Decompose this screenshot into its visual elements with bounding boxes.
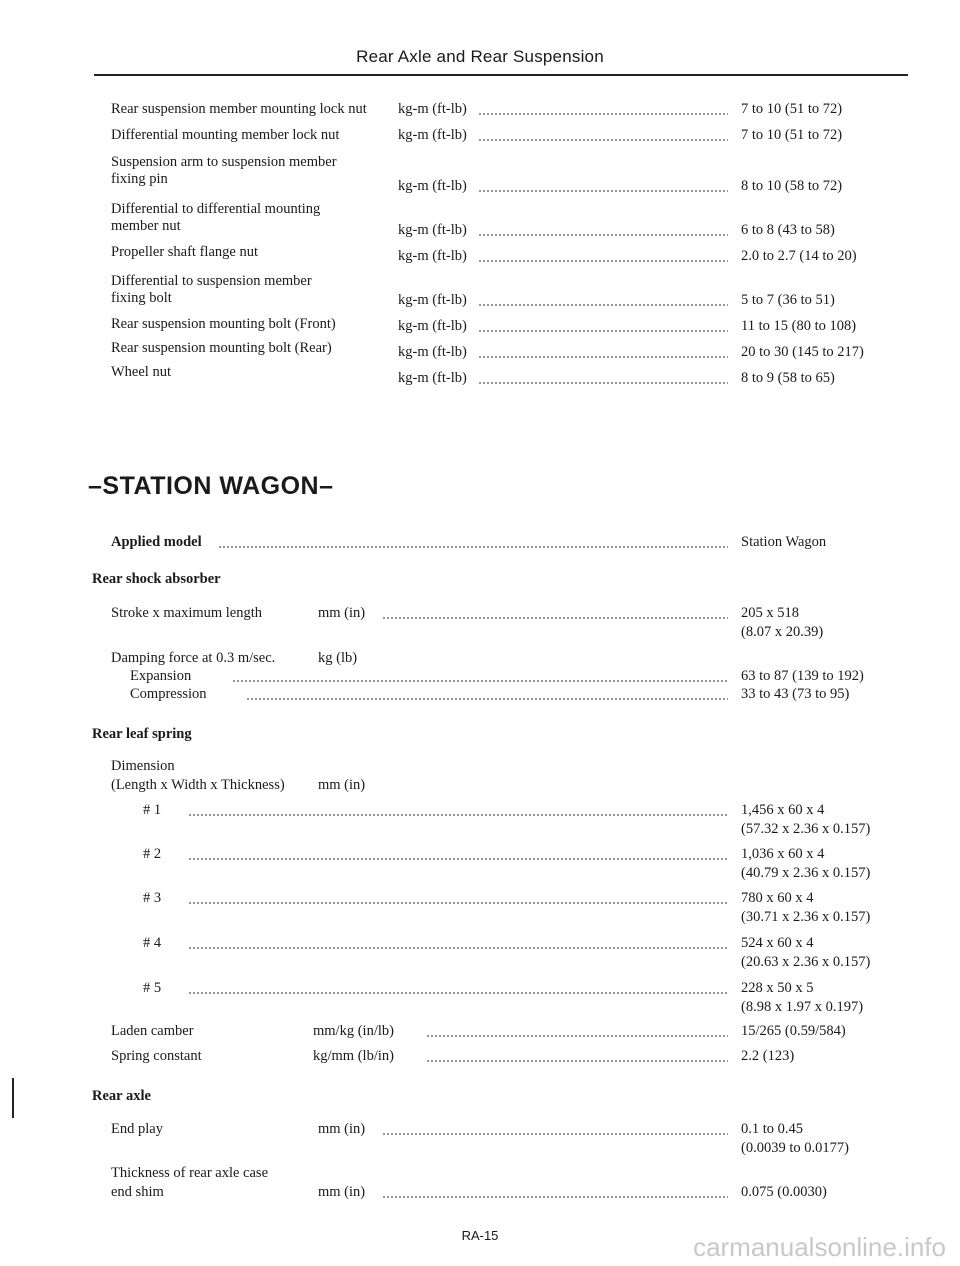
dot-leader [426,1035,728,1037]
dot-leader [478,113,728,115]
spring-label: Spring constant [111,1048,202,1064]
torque-label: Rear suspension mounting bolt (Front) [111,316,336,332]
compression-value: 33 to 43 (73 to 95) [741,686,850,702]
torque-label: Wheel nut [111,364,171,380]
torque-label: Rear suspension member mounting lock nut [111,101,367,117]
leaf-value: 524 x 60 x 4 [741,935,814,951]
torque-label: Differential mounting member lock nut [111,127,340,143]
torque-unit: kg-m (ft-lb) [398,101,467,117]
shock-title: Rear shock absorber [92,571,221,587]
torque-value: 11 to 15 (80 to 108) [741,318,857,334]
leaf-number: # 1 [143,802,162,818]
end-play-unit: mm (in) [318,1121,366,1137]
shim-unit: mm (in) [318,1184,366,1200]
section-heading: –STATION WAGON– [88,472,334,500]
torque-unit: kg-m (ft-lb) [398,292,467,308]
torque-label-cont: member nut [111,218,181,234]
dot-leader [382,1196,728,1198]
leaf-value-in: (20.63 x 2.36 x 0.157) [741,954,871,970]
torque-label-cont: fixing pin [111,171,168,187]
dot-leader [426,1060,728,1062]
torque-label-cont: fixing bolt [111,290,172,306]
stroke-label: Stroke x maximum length [111,605,263,621]
leaf-number: # 4 [143,935,162,951]
applied-model-label: Applied model [111,534,202,550]
dot-leader [478,304,728,306]
end-play-label: End play [111,1121,163,1137]
torque-value: 5 to 7 (36 to 51) [741,292,835,308]
torque-unit: kg-m (ft-lb) [398,178,467,194]
dot-leader [382,1133,728,1135]
torque-value: 7 to 10 (51 to 72) [741,127,843,143]
camber-label: Laden camber [111,1023,194,1039]
torque-unit: kg-m (ft-lb) [398,248,467,264]
shim-value: 0.075 (0.0030) [741,1184,827,1200]
torque-unit: kg-m (ft-lb) [398,222,467,238]
dot-leader [188,947,728,949]
leaf-number: # 2 [143,846,162,862]
dot-leader [188,902,728,904]
torque-label: Propeller shaft flange nut [111,244,258,260]
torque-unit: kg-m (ft-lb) [398,318,467,334]
leaf-value: 1,456 x 60 x 4 [741,802,825,818]
leaf-value: 228 x 50 x 5 [741,980,814,996]
dimension-label-cont: (Length x Width x Thickness) [111,777,285,793]
dot-leader [246,698,728,700]
stroke-value-in: (8.07 x 20.39) [741,624,824,640]
shim-label-cont: end shim [111,1184,164,1200]
torque-value: 2.0 to 2.7 (14 to 20) [741,248,857,264]
dot-leader [478,382,728,384]
leaf-value-in: (57.32 x 2.36 x 0.157) [741,821,871,837]
dot-leader [478,330,728,332]
torque-label: Differential to suspension member [111,273,312,289]
axle-title: Rear axle [92,1088,151,1104]
dot-leader [188,858,728,860]
dot-leader [478,234,728,236]
damping-unit: kg (lb) [318,650,358,666]
dot-leader [232,680,728,682]
leaf-number: # 5 [143,980,162,996]
leaf-title: Rear leaf spring [92,726,192,742]
torque-unit: kg-m (ft-lb) [398,344,467,360]
dot-leader [218,546,728,548]
torque-value: 8 to 10 (58 to 72) [741,178,843,194]
expansion-label: Expansion [130,668,192,684]
leaf-number: # 3 [143,890,162,906]
torque-value: 7 to 10 (51 to 72) [741,101,843,117]
torque-label: Suspension arm to suspension member [111,154,337,170]
applied-model-value: Station Wagon [741,534,827,550]
margin-mark [12,1078,14,1118]
spring-unit: kg/mm (lb/in) [313,1048,394,1064]
expansion-value: 63 to 87 (139 to 192) [741,668,864,684]
stroke-unit: mm (in) [318,605,366,621]
leaf-value-in: (30.71 x 2.36 x 0.157) [741,909,871,925]
damping-label: Damping force at 0.3 m/sec. [111,650,276,666]
torque-label: Rear suspension mounting bolt (Rear) [111,340,332,356]
spring-value: 2.2 (123) [741,1048,795,1064]
leaf-value-in: (8.98 x 1.97 x 0.197) [741,999,864,1015]
watermark: carmanualsonline.info [693,1232,946,1262]
torque-value: 20 to 30 (145 to 217) [741,344,864,360]
header-rule [94,74,908,76]
torque-unit: kg-m (ft-lb) [398,370,467,386]
leaf-value-in: (40.79 x 2.36 x 0.157) [741,865,871,881]
dot-leader [478,139,728,141]
dimension-label: Dimension [111,758,175,774]
dot-leader [188,814,728,816]
leaf-value: 1,036 x 60 x 4 [741,846,825,862]
end-play-value-in: (0.0039 to 0.0177) [741,1140,849,1156]
torque-label: Differential to differential mounting [111,201,321,217]
page-title: Rear Axle and Rear Suspension [356,47,604,66]
leaf-value: 780 x 60 x 4 [741,890,814,906]
camber-value: 15/265 (0.59/584) [741,1023,846,1039]
dot-leader [478,190,728,192]
camber-unit: mm/kg (in/lb) [313,1023,394,1039]
dot-leader [478,356,728,358]
torque-value: 8 to 9 (58 to 65) [741,370,835,386]
torque-unit: kg-m (ft-lb) [398,127,467,143]
end-play-value: 0.1 to 0.45 [741,1121,804,1137]
page-number: RA-15 [461,1228,499,1243]
dot-leader [478,260,728,262]
compression-label: Compression [130,686,207,702]
dimension-unit: mm (in) [318,777,366,793]
shim-label: Thickness of rear axle case [111,1165,269,1181]
dot-leader [188,992,728,994]
stroke-value: 205 x 518 [741,605,799,621]
dot-leader [382,617,728,619]
torque-value: 6 to 8 (43 to 58) [741,222,835,238]
